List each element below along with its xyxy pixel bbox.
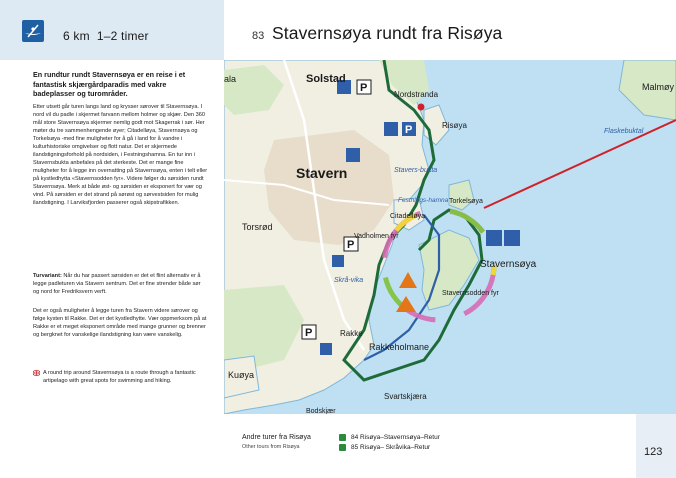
place-label: Svartskjæra — [384, 392, 427, 401]
body-paragraph-1: Etter utsett går turen langs land og krysser sørover til Stavernsøya. I nord vil du padle i skjermet farvann mellom holmer og skjær. Den 360 mål store Stavernsøya skjermer nemlig godt mot Skagerrak i sør. Her møter du tre sammenhengende øyer; Citadelløya, Stavernsøya og Torkelsøya -med fine muligheter for å gå i land for å vandre i kulturhistoriske omgivelser og flott natur. Det er skjermede ilandstigningsforhold på nordsiden, i Festningshamna. En tur inn i Stavernsbukta anbefales på det sterkeste. Det er mange fine muligheter for å legge inn overnatting på Stavernsøya, enten i telt eller på kystledhytta «Stavernsodden fyr». Videre følger du sørsiden rundt Stavernsøya. Merk at både øst- og sørsiden er eksponert for vær og vind. På sørsiden er det strand på sørøst og sørvestsiden for mulig ilandstigning. I Larviksfjorden passerer også skipstrafikken. — [33, 104, 208, 206]
place-label: Vadholmen fyr — [354, 233, 399, 240]
place-label: Stavern — [296, 165, 348, 181]
other-route-item[interactable]: 85 Risøya– Skråvika–Retur — [351, 444, 431, 451]
place-label: Kuøya — [228, 370, 255, 380]
toilet-icon — [332, 255, 344, 267]
toilet-icon — [320, 343, 332, 355]
place-label: Flaskebuktal — [604, 128, 644, 135]
page-number: 123 — [644, 446, 663, 458]
landing-point — [418, 104, 425, 111]
svg-text:P: P — [405, 124, 413, 136]
svg-text:P: P — [305, 327, 313, 339]
svg-text:P: P — [360, 82, 368, 94]
kayak-icon — [22, 20, 44, 42]
kayak-route-icon — [339, 434, 346, 441]
route-map — [224, 60, 676, 414]
place-label: Bodskjær — [306, 408, 336, 414]
svg-text:P: P — [347, 239, 355, 251]
english-summary: A round trip around Stavernsøya is a route through a fantastic artipelago with great spots for swimming and hiking. — [43, 370, 196, 384]
uk-flag-icon — [33, 370, 40, 376]
variant-label: Turvariant: — [33, 273, 62, 279]
intro-paragraph: En rundtur rundt Stavernsøya er en reise i et fantastisk skjærgårdparadis med vakre badeplasser og turområder. — [33, 70, 186, 99]
place-label: Skrå-vika — [334, 277, 364, 284]
place-label: Citadelløya — [390, 213, 426, 220]
other-tours-subtitle: Other tours from Risøya — [242, 444, 300, 450]
other-tours-title: Andre turer fra Risøya — [242, 434, 311, 441]
place-label: Stavernsøya — [480, 259, 537, 270]
place-label: Festnings-hamna — [398, 197, 449, 204]
kayak-route-icon — [339, 444, 346, 451]
page-title: Stavernsøya rundt fra Risøya — [272, 23, 503, 43]
place-label: Malmøy — [642, 82, 674, 92]
toilet-icon — [384, 122, 398, 136]
place-label: Stavernsodden fyr — [442, 290, 499, 297]
place-label: Torsrød — [242, 222, 273, 232]
body-paragraph-3: Det er også muligheter å legge turen fra Stavern videre sørover og følge kysten til Rakke. Det er det kystledhytte. Vær oppmerksom på at Rakke er et meget eksponert område med mange grunner og brenner og bergknet for vanskelige ilandstigning kan være vanskelig. — [33, 308, 207, 338]
cabin-icon — [504, 230, 520, 246]
cabin-icon — [486, 230, 502, 246]
route-number: 83 — [252, 30, 265, 42]
body-paragraph-2 — [33, 272, 208, 296]
variant-text: Når du har passert sørsiden er det et flint alternativ er å legge padleturen via Stavern sentrum. Det er fine strender både sør og nord for Fredriksvern verft. — [33, 273, 201, 295]
place-label: ala — [224, 74, 237, 84]
shop-icon — [346, 148, 360, 162]
place-label: Rakke — [340, 329, 363, 338]
place-label: Stavers-bukta — [394, 167, 438, 174]
place-label: Solstad — [306, 73, 346, 85]
distance-duration: 6 km 1–2 timer — [63, 29, 149, 43]
place-label: Risøya — [442, 121, 467, 130]
place-label: Nordstranda — [394, 90, 439, 99]
place-label: Rakkeholmane — [369, 342, 430, 352]
place-label: Torkelsøya — [449, 198, 483, 205]
other-route-item[interactable]: 84 Risøya–Stavernsøya–Retur — [351, 434, 440, 441]
